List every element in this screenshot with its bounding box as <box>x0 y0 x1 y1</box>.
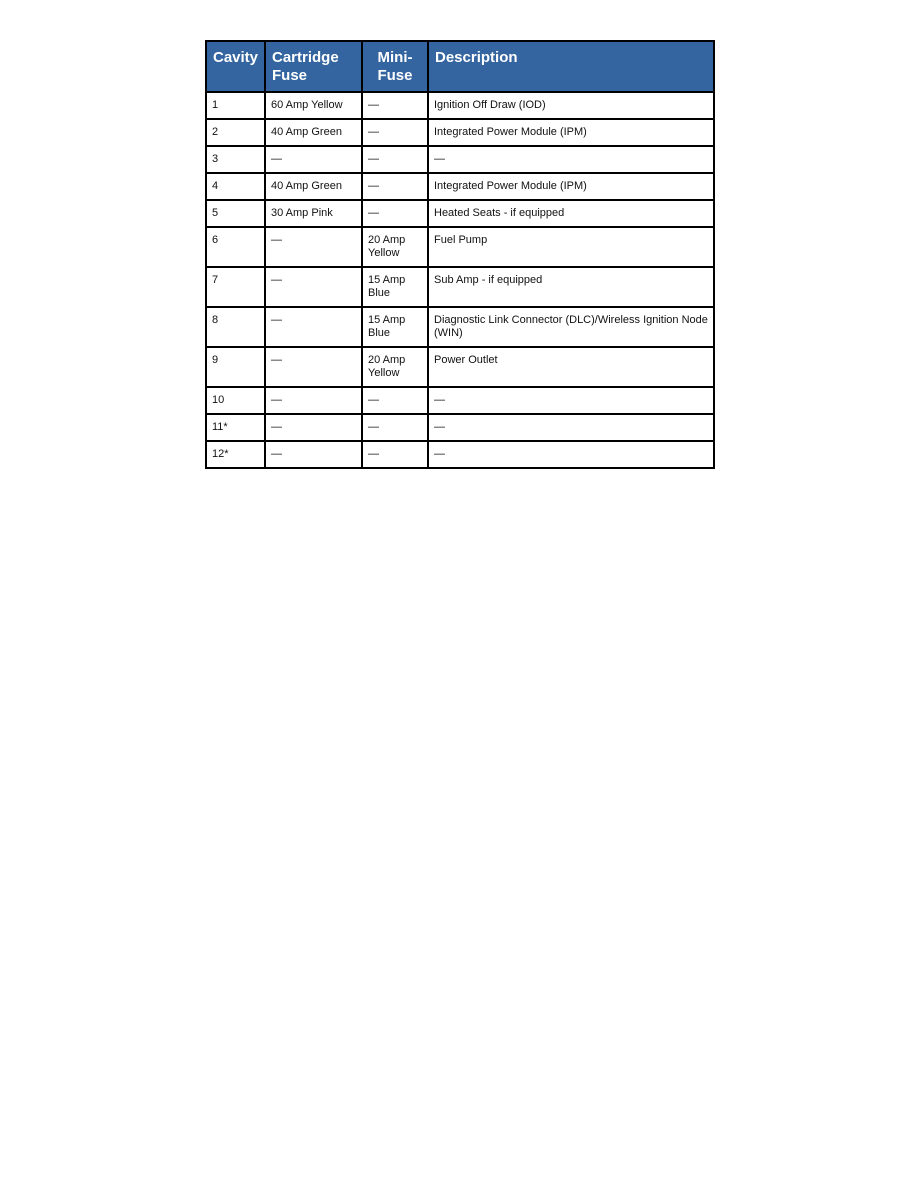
cell-description: Sub Amp - if equipped <box>428 267 714 307</box>
cell-cartridge-fuse: — <box>265 414 362 441</box>
cell-description: — <box>428 441 714 468</box>
cell-cartridge-fuse: 30 Amp Pink <box>265 200 362 227</box>
table-row <box>206 146 714 173</box>
cell-cavity: 11* <box>206 414 265 441</box>
cell-mini-fuse: — <box>362 146 428 173</box>
cell-cavity: 2 <box>206 119 265 146</box>
cell-mini-fuse: — <box>362 441 428 468</box>
cell-description: — <box>428 146 714 173</box>
cell-description: Fuel Pump <box>428 227 714 267</box>
cell-description: — <box>428 414 714 441</box>
cell-mini-fuse: — <box>362 387 428 414</box>
table-header-row <box>206 41 714 92</box>
header-cavity: Cavity <box>206 41 265 92</box>
cell-cartridge-fuse: — <box>265 441 362 468</box>
cell-mini-fuse: — <box>362 173 428 200</box>
cell-cavity: 7 <box>206 267 265 307</box>
cell-description: Integrated Power Module (IPM) <box>428 119 714 146</box>
cell-mini-fuse: — <box>362 119 428 146</box>
table-row <box>206 347 714 387</box>
cell-mini-fuse: 20 Amp Yellow <box>362 347 428 387</box>
header-mini-fuse: Mini-Fuse <box>362 41 428 92</box>
cell-cavity: 6 <box>206 227 265 267</box>
cell-description: Power Outlet <box>428 347 714 387</box>
cell-cartridge-fuse: — <box>265 146 362 173</box>
table-row <box>206 414 714 441</box>
cell-cartridge-fuse: — <box>265 347 362 387</box>
cell-description: — <box>428 387 714 414</box>
cell-description: Heated Seats - if equipped <box>428 200 714 227</box>
cell-mini-fuse: — <box>362 92 428 119</box>
cell-cartridge-fuse: 60 Amp Yellow <box>265 92 362 119</box>
cell-mini-fuse: 15 Amp Blue <box>362 307 428 347</box>
cell-mini-fuse: — <box>362 200 428 227</box>
cell-mini-fuse: — <box>362 414 428 441</box>
table-row <box>206 387 714 414</box>
cell-description: Diagnostic Link Connector (DLC)/Wireless Ignition Node (WIN) <box>428 307 714 347</box>
cell-description: Integrated Power Module (IPM) <box>428 173 714 200</box>
cell-description: Ignition Off Draw (IOD) <box>428 92 714 119</box>
cell-cartridge-fuse: 40 Amp Green <box>265 119 362 146</box>
cell-mini-fuse: 15 Amp Blue <box>362 267 428 307</box>
table-row <box>206 119 714 146</box>
table-row <box>206 441 714 468</box>
cell-cartridge-fuse: — <box>265 227 362 267</box>
table-row <box>206 92 714 119</box>
header-cartridge-fuse: Cartridge Fuse <box>265 41 362 92</box>
cell-cavity: 3 <box>206 146 265 173</box>
cell-cavity: 8 <box>206 307 265 347</box>
cell-cartridge-fuse: — <box>265 307 362 347</box>
cell-cartridge-fuse: 40 Amp Green <box>265 173 362 200</box>
header-description: Description <box>428 41 714 92</box>
cell-cavity: 4 <box>206 173 265 200</box>
cell-cartridge-fuse: — <box>265 387 362 414</box>
table-row <box>206 200 714 227</box>
cell-cavity: 1 <box>206 92 265 119</box>
table-row <box>206 267 714 307</box>
fuse-table <box>205 40 715 469</box>
table-row <box>206 307 714 347</box>
cell-cavity: 12* <box>206 441 265 468</box>
table-row <box>206 227 714 267</box>
cell-mini-fuse: 20 Amp Yellow <box>362 227 428 267</box>
cell-cavity: 5 <box>206 200 265 227</box>
table-row <box>206 173 714 200</box>
cell-cartridge-fuse: — <box>265 267 362 307</box>
cell-cavity: 9 <box>206 347 265 387</box>
cell-cavity: 10 <box>206 387 265 414</box>
